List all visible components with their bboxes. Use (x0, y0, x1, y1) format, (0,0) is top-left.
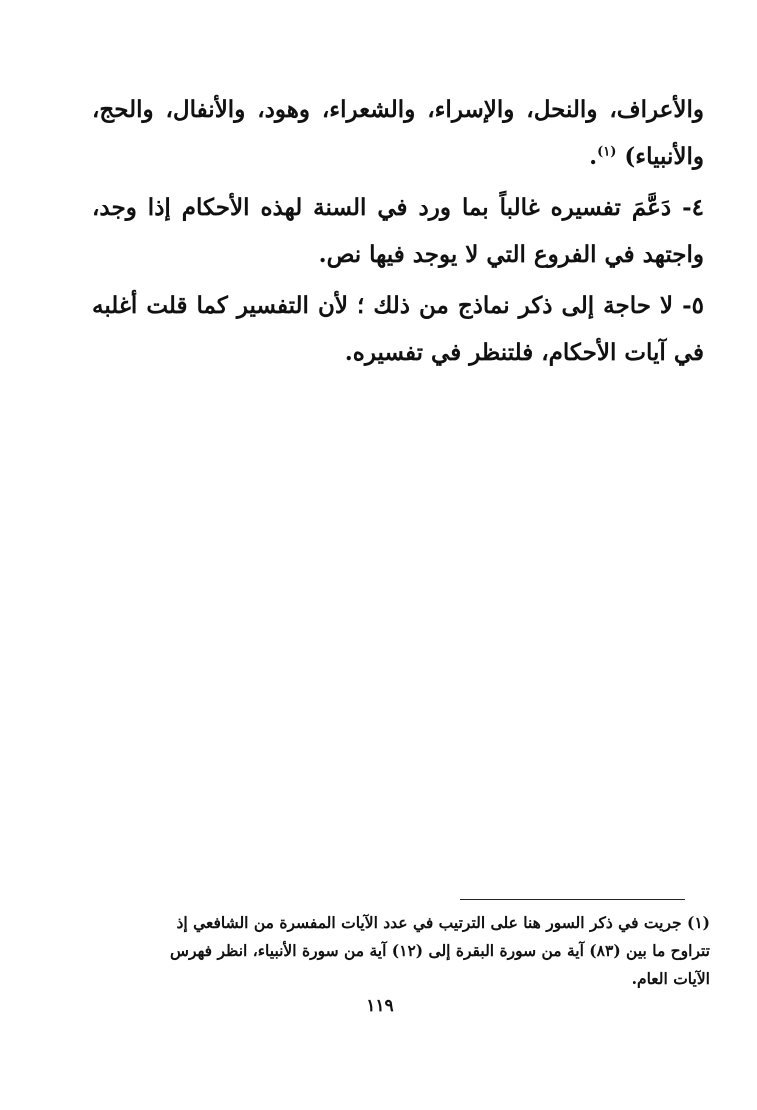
paragraph-surah-list (92, 86, 704, 180)
item-number-5: ٥- (682, 292, 704, 319)
paragraph-end: . (589, 143, 598, 170)
item-text-5: لا حاجة إلى ذكر نماذج من ذلك ؛ لأن التفسير كما قلت أغلبه في آيات الأحكام، فلتنظر في تفسيره. (92, 292, 704, 366)
footnote (150, 909, 710, 993)
item-text-4: دَعَّمَ تفسيره غالباً بما ورد في السنة لهذه الأحكام إذا وجد، واجتهد في الفروع التي لا يوجد فيها نص. (92, 194, 704, 268)
footnote-reference: (١) (597, 144, 617, 160)
page-number: ١١٩ (366, 996, 394, 1016)
footnote-text: جريت في ذكر السور هنا على الترتيب في عدد الآيات المفسرة من الشافعي إذ تتراوح ما بين (٨٣) آية من سورة البقرة إلى (١٢) آية من سورة الأنبياء، انظر فهرس الآيات العام. (170, 913, 710, 988)
footnote-separator (460, 899, 685, 900)
main-text (92, 86, 704, 380)
paragraph-item-5 (92, 282, 704, 376)
footnote-marker: (١) (686, 913, 710, 932)
surah-list-text: والأعراف، والنحل، والإسراء، والشعراء، وهود، والأنفال، والحج، والأنبياء) (92, 96, 704, 170)
item-number-4: ٤- (682, 194, 704, 221)
paragraph-item-4 (92, 184, 704, 278)
